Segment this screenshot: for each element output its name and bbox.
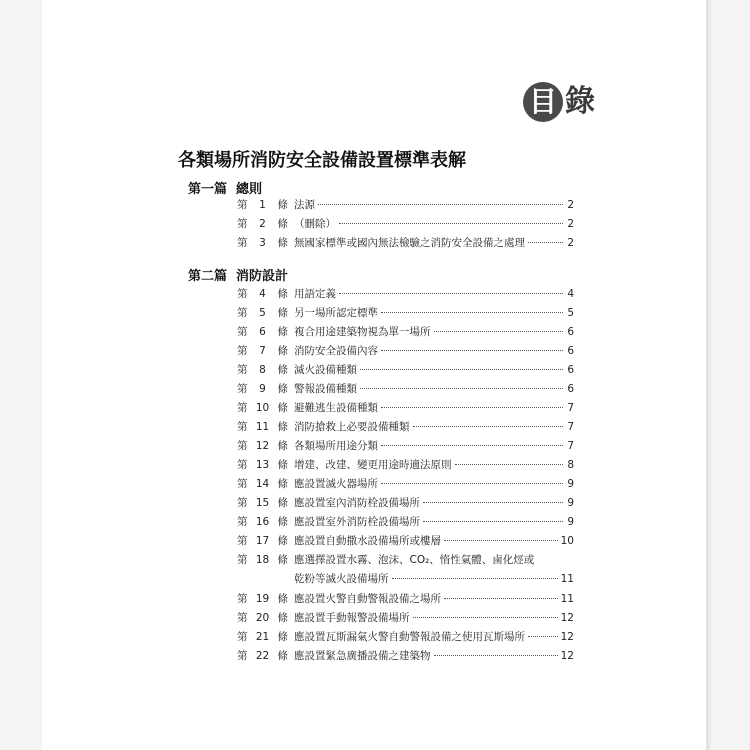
article-prefix: 第	[237, 459, 248, 471]
dot-leader	[444, 598, 558, 599]
page-number: 12	[560, 612, 574, 624]
toc-entry[interactable]	[237, 285, 574, 303]
page-number: 11	[560, 593, 574, 605]
toc-entry[interactable]	[237, 418, 574, 436]
entry-title: 乾粉等滅火設備場所	[294, 573, 389, 585]
entry-title: 法源	[294, 199, 315, 211]
toc-entry[interactable]	[237, 570, 574, 588]
entry-title: 應設置瓦斯漏氣火警自動警報設備之使用瓦斯場所	[294, 631, 525, 643]
article-prefix: 第	[237, 612, 248, 624]
article-num: 16	[255, 516, 270, 528]
article-prefix: 第	[237, 516, 248, 528]
toc-entry[interactable]	[237, 475, 574, 493]
toc-entry[interactable]	[237, 513, 574, 531]
dot-leader	[434, 655, 558, 656]
toc-entry[interactable]	[237, 215, 574, 233]
toc-entry[interactable]	[237, 609, 574, 627]
entry-title: 無國家標準或國內無法檢驗之消防安全設備之處理	[294, 237, 525, 249]
dot-leader	[455, 464, 564, 465]
article-prefix: 第	[237, 199, 248, 211]
article-suffix: 條	[277, 535, 288, 547]
article-prefix: 第	[237, 497, 248, 509]
article-num: 4	[259, 288, 266, 300]
article-suffix: 條	[277, 516, 288, 528]
entry-title: 警報設備種類	[294, 383, 357, 395]
article-number	[237, 418, 294, 436]
article-num: 17	[255, 535, 270, 547]
article-number	[237, 196, 294, 214]
part-heading	[188, 265, 288, 284]
part-label: 第一篇	[188, 182, 228, 197]
entry-title: 應選擇設置水霧、泡沫、CO₂、惰性氣體、鹵化烴或	[294, 554, 535, 566]
page-number: 5	[567, 307, 574, 319]
dot-leader	[339, 223, 563, 224]
article-suffix: 條	[277, 364, 288, 376]
entry-title: 應設置室外消防栓設備場所	[294, 516, 420, 528]
article-prefix: 第	[237, 326, 248, 338]
toc-entry[interactable]	[237, 304, 574, 322]
entry-title: 應設置手動報警設備場所	[294, 612, 410, 624]
article-prefix: 第	[237, 237, 248, 249]
article-number	[237, 399, 294, 417]
article-suffix: 條	[277, 288, 288, 300]
toc-entry[interactable]	[237, 532, 574, 550]
entry-title: 應設置自動撒水設備場所或樓層	[294, 535, 441, 547]
article-number	[237, 590, 294, 608]
article-number	[237, 551, 294, 569]
page-number: 6	[567, 326, 574, 338]
article-prefix: 第	[237, 554, 248, 566]
toc-entry[interactable]	[237, 399, 574, 417]
toc-badge-char-1: 目	[523, 82, 563, 122]
article-prefix: 第	[237, 345, 248, 357]
entry-title: 用語定義	[294, 288, 336, 300]
dot-leader	[318, 204, 563, 205]
dot-leader	[392, 578, 558, 579]
article-suffix: 條	[277, 612, 288, 624]
article-number	[237, 285, 294, 303]
article-num: 5	[259, 307, 266, 319]
toc-entry[interactable]	[237, 437, 574, 455]
dot-leader	[528, 242, 563, 243]
article-number	[237, 513, 294, 531]
dot-leader	[381, 350, 563, 351]
article-suffix: 條	[277, 554, 288, 566]
page-number: 4	[567, 288, 574, 300]
toc-entry[interactable]	[237, 494, 574, 512]
article-number	[237, 323, 294, 341]
article-num: 22	[255, 650, 270, 662]
article-number	[237, 494, 294, 512]
page-number: 6	[567, 364, 574, 376]
article-num: 21	[255, 631, 270, 643]
article-number	[237, 342, 294, 360]
article-number	[237, 532, 294, 550]
article-suffix: 條	[277, 478, 288, 490]
article-number	[237, 304, 294, 322]
article-number	[237, 215, 294, 233]
entry-title: 應設置室內消防栓設備場所	[294, 497, 420, 509]
dot-leader	[413, 617, 558, 618]
article-suffix: 條	[277, 345, 288, 357]
article-num: 7	[259, 345, 266, 357]
entry-title: 應設置緊急廣播設備之建築物	[294, 650, 431, 662]
toc-entry[interactable]	[237, 342, 574, 360]
page-number: 2	[567, 199, 574, 211]
article-num: 18	[255, 554, 270, 566]
toc-entry[interactable]	[237, 196, 574, 214]
dot-leader	[434, 331, 564, 332]
dot-leader	[423, 502, 563, 503]
article-prefix: 第	[237, 593, 248, 605]
article-prefix: 第	[237, 440, 248, 452]
article-prefix: 第	[237, 383, 248, 395]
page-number: 11	[560, 573, 574, 585]
article-number	[237, 475, 294, 493]
page-number: 10	[560, 535, 574, 547]
dot-leader	[381, 407, 563, 408]
toc-entry[interactable]	[237, 234, 574, 252]
article-prefix: 第	[237, 631, 248, 643]
article-suffix: 條	[277, 199, 288, 211]
dot-leader	[339, 293, 563, 294]
entry-title: 消防安全設備內容	[294, 345, 378, 357]
dot-leader	[528, 636, 558, 637]
article-prefix: 第	[237, 218, 248, 230]
article-num: 8	[259, 364, 266, 376]
article-suffix: 條	[277, 402, 288, 414]
dot-leader	[360, 369, 563, 370]
article-suffix: 條	[277, 421, 288, 433]
article-suffix: 條	[277, 459, 288, 471]
entry-title: 避難逃生設備種類	[294, 402, 378, 414]
page-number: 2	[567, 237, 574, 249]
article-num: 11	[255, 421, 270, 433]
entry-title: 各類場所用途分類	[294, 440, 378, 452]
part-label: 第二篇	[188, 269, 228, 284]
toc-entry[interactable]	[237, 323, 574, 341]
article-suffix: 條	[277, 383, 288, 395]
article-suffix: 條	[277, 631, 288, 643]
article-num: 15	[255, 497, 270, 509]
article-suffix: 條	[277, 237, 288, 249]
page-number: 12	[560, 650, 574, 662]
entry-title: 滅火設備種類	[294, 364, 357, 376]
toc-badge	[523, 82, 596, 122]
dot-leader	[423, 521, 563, 522]
article-number	[237, 437, 294, 455]
article-prefix: 第	[237, 307, 248, 319]
article-suffix: 條	[277, 440, 288, 452]
page-number: 7	[567, 440, 574, 452]
article-num: 19	[255, 593, 270, 605]
article-suffix: 條	[277, 650, 288, 662]
article-prefix: 第	[237, 364, 248, 376]
page-number: 7	[567, 402, 574, 414]
toc-entry[interactable]	[237, 456, 574, 474]
page-number: 2	[567, 218, 574, 230]
article-num: 10	[255, 402, 270, 414]
toc-entry[interactable]	[237, 590, 574, 608]
toc-entry[interactable]	[237, 647, 574, 665]
page-number: 8	[567, 459, 574, 471]
toc-badge-char-2: 錄	[565, 84, 596, 119]
article-number	[237, 234, 294, 252]
entry-title: 應設置火警自動警報設備之場所	[294, 593, 441, 605]
article-num: 6	[259, 326, 266, 338]
part-heading	[188, 178, 262, 197]
page-number: 9	[567, 478, 574, 490]
article-num: 20	[255, 612, 270, 624]
page-number: 9	[567, 516, 574, 528]
page-number: 12	[560, 631, 574, 643]
dot-leader	[444, 540, 558, 541]
toc-entry[interactable]	[237, 551, 574, 569]
page-shadow	[706, 0, 712, 750]
article-number	[237, 380, 294, 398]
article-prefix: 第	[237, 650, 248, 662]
part-name: 消防設計	[236, 269, 289, 284]
entry-title: （刪除）	[294, 218, 336, 230]
article-num: 13	[255, 459, 270, 471]
article-number	[237, 647, 294, 665]
dot-leader	[381, 483, 563, 484]
page-title: 各類場所消防安全設備設置標準表解	[178, 150, 466, 171]
page-number: 6	[567, 383, 574, 395]
entry-title: 複合用途建築物視為單一場所	[294, 326, 431, 338]
dot-leader	[360, 388, 563, 389]
article-number	[237, 456, 294, 474]
toc-entry[interactable]	[237, 628, 574, 646]
page-number: 9	[567, 497, 574, 509]
page-number: 6	[567, 345, 574, 357]
article-suffix: 條	[277, 593, 288, 605]
dot-leader	[381, 312, 563, 313]
entry-title: 應設置滅火器場所	[294, 478, 378, 490]
part-name: 總則	[236, 182, 263, 197]
article-num: 14	[255, 478, 270, 490]
entry-title: 增建、改建、變更用途時適法原則	[294, 459, 452, 471]
dot-leader	[381, 445, 563, 446]
dot-leader	[413, 426, 564, 427]
article-num: 9	[259, 383, 266, 395]
article-num: 12	[255, 440, 270, 452]
article-prefix: 第	[237, 478, 248, 490]
article-prefix: 第	[237, 535, 248, 547]
page-number: 7	[567, 421, 574, 433]
article-prefix: 第	[237, 421, 248, 433]
toc-entry[interactable]	[237, 361, 574, 379]
article-prefix: 第	[237, 288, 248, 300]
article-number	[237, 628, 294, 646]
article-num: 1	[259, 199, 266, 211]
article-suffix: 條	[277, 326, 288, 338]
article-num: 3	[259, 237, 266, 249]
entry-title: 另一場所認定標準	[294, 307, 378, 319]
article-num: 2	[259, 218, 266, 230]
entry-title: 消防搶救上必要設備種類	[294, 421, 410, 433]
article-prefix: 第	[237, 402, 248, 414]
article-number	[237, 361, 294, 379]
article-suffix: 條	[277, 497, 288, 509]
article-number	[237, 609, 294, 627]
toc-entry[interactable]	[237, 380, 574, 398]
article-suffix: 條	[277, 307, 288, 319]
article-suffix: 條	[277, 218, 288, 230]
